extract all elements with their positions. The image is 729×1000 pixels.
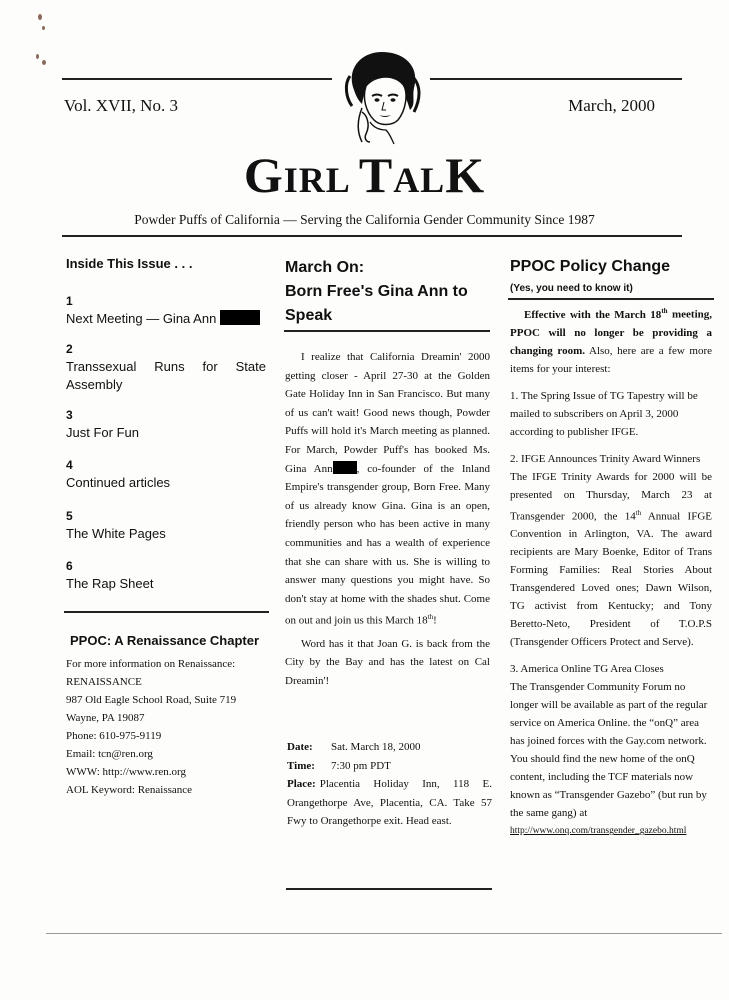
toc-item xyxy=(66,406,266,442)
masthead-rule-left xyxy=(62,78,332,80)
masthead-bottom-rule xyxy=(62,235,682,237)
contact-line: WWW: http://www.ren.org xyxy=(66,766,186,778)
toc-number: 6 xyxy=(66,559,73,573)
headline-line: Born Free's Gina Ann to Speak xyxy=(285,283,468,324)
toc-label: Next Meeting — Gina Ann xyxy=(66,310,266,328)
headline-line: March On: xyxy=(285,259,365,276)
masthead-rule-right xyxy=(430,78,682,80)
policy-headline: PPOC Policy Change xyxy=(510,258,671,275)
toc-item xyxy=(66,292,266,328)
policy-item: The IFGE Trinity Awards for 2000 will be presented on Thursday, March 23 at Transgender 2000, the 14th Annual IFGE Convention in Arlington, VA. The award recipients are Mary Boenke, Editor of Trans Forming Families: Real Stories About Transgendered Loved ones; Dawn Wilson, TG activist from Kentucky; and Tony Beretto-Neto, President of T.O.P.S (Transgender Officers Protect and Serve). xyxy=(510,470,712,649)
toc-number: 1 xyxy=(66,294,73,308)
article-paragraph: Word has it that Joan G. is back from the City by the Bay and has the latest on Cal Dreamin'! xyxy=(285,637,490,687)
contact-line: Wayne, PA 19087 xyxy=(66,712,145,724)
contact-line: RENAISSANCE xyxy=(66,676,142,688)
toc-item xyxy=(66,557,266,593)
toc-label: Transsexual Runs for State Assembly xyxy=(66,359,266,392)
policy-item: 1. The Spring Issue of TG Tapestry will be mailed to subscribers on April 3, 2000 according to publisher IFGE. xyxy=(510,389,698,438)
policy-article xyxy=(510,302,712,840)
redaction-bar xyxy=(220,310,260,325)
contact-line: Email: tcn@ren.org xyxy=(66,748,153,760)
issue-date: March, 2000 xyxy=(568,96,655,115)
event-place-value: Placentia Holiday Inn, 118 E. Orangethorpe Ave, Placentia, CA. Take 57 Fwy to Orangethorpe exit. Head east. xyxy=(287,778,492,828)
contact-line: AOL Keyword: Renaissance xyxy=(66,784,193,796)
contact-line: For more information on Renaissance: xyxy=(66,658,236,670)
column2-bottom-rule xyxy=(286,888,492,890)
toc-label: Just For Fun xyxy=(66,425,139,440)
policy-subheading: (Yes, you need to know it) xyxy=(510,283,633,294)
toc-label: The Rap Sheet xyxy=(66,576,154,591)
event-details xyxy=(287,738,492,831)
contact-line: 987 Old Eagle School Road, Suite 719 xyxy=(66,694,237,706)
scan-speck xyxy=(36,54,39,59)
toc-item xyxy=(66,456,266,492)
march-on-headline xyxy=(285,256,485,328)
toc-label: Continued articles xyxy=(66,475,171,490)
event-date-label: Date: xyxy=(287,741,313,753)
column3-top-rule xyxy=(508,298,714,300)
redaction-bar xyxy=(333,461,357,474)
policy-intro: Effective with the March 18th meeting, PPOC will no longer be providing a changing room. Also, here are a few more items for your interest: xyxy=(510,307,713,375)
column1-divider xyxy=(64,611,269,613)
toc-item xyxy=(66,340,266,394)
toc-number: 4 xyxy=(66,458,73,472)
event-date-value: Sat. March 18, 2000 xyxy=(331,741,421,753)
column2-top-rule xyxy=(284,330,490,332)
renaissance-contact xyxy=(66,655,276,799)
volume-number: Vol. XVII, No. 3 xyxy=(64,96,178,115)
article-paragraph: I realize that California Dreamin' 2000 getting closer - April 27-30 at the Golden Gate Holiday Inn in San Francisco. But many of us can't wait! Good news though, Powder Puffs will hold it's March meeting as planned. For March, Powder Puff's has booked Ms. Gina Ann , co-founder of the Inland Empire's transgender group, Born Free. Many of us already know Gina. Gina is an open, friendly person who has been active in many communities and has a wealth of experience that she can share with us. She is willing to answer many questions you might have. So don't stay at home with the shades shut. Come on out and join us this March 18th! xyxy=(285,351,490,627)
scan-speck xyxy=(42,26,45,30)
contact-line: Phone: 610-975-9119 xyxy=(66,730,162,742)
policy-item-heading: 3. America Online TG Area Closes xyxy=(510,663,664,676)
woman-portrait-icon xyxy=(340,46,428,146)
march-on-article xyxy=(285,348,490,694)
event-time-value: 7:30 pm PDT xyxy=(331,759,391,772)
policy-item-heading: 2. IFGE Announces Trinity Award Winners xyxy=(510,452,701,465)
page-bottom-rule xyxy=(46,933,722,934)
policy-item: The Transgender Community Forum no longer will be available as part of the regular service on America Online. the “onQ” area has joined forces with the Gay.com network. You should find the new home of the onQ content, including the TCF materials now known as “Transgender Gazebo” (but run by the same gang) at xyxy=(510,681,708,820)
scan-speck xyxy=(38,14,42,20)
scan-speck xyxy=(42,60,46,65)
event-place-label: Place: xyxy=(287,778,316,791)
newsletter-title: GIRL TALK xyxy=(243,147,486,203)
toc-number: 5 xyxy=(66,509,73,523)
newsletter-subtitle: Powder Puffs of California — Serving the California Gender Community Since 1987 xyxy=(134,212,595,227)
renaissance-heading: PPOC: A Renaissance Chapter xyxy=(70,633,260,648)
event-time-label: Time: xyxy=(287,759,315,772)
toc-number: 2 xyxy=(66,342,73,356)
toc-label: The White Pages xyxy=(66,526,166,541)
toc-number: 3 xyxy=(66,408,73,422)
toc-item xyxy=(66,507,266,543)
gazebo-link[interactable]: http://www.onq.com/transgender_gazebo.html xyxy=(510,826,687,837)
inside-issue-heading: Inside This Issue . . . xyxy=(66,256,193,271)
